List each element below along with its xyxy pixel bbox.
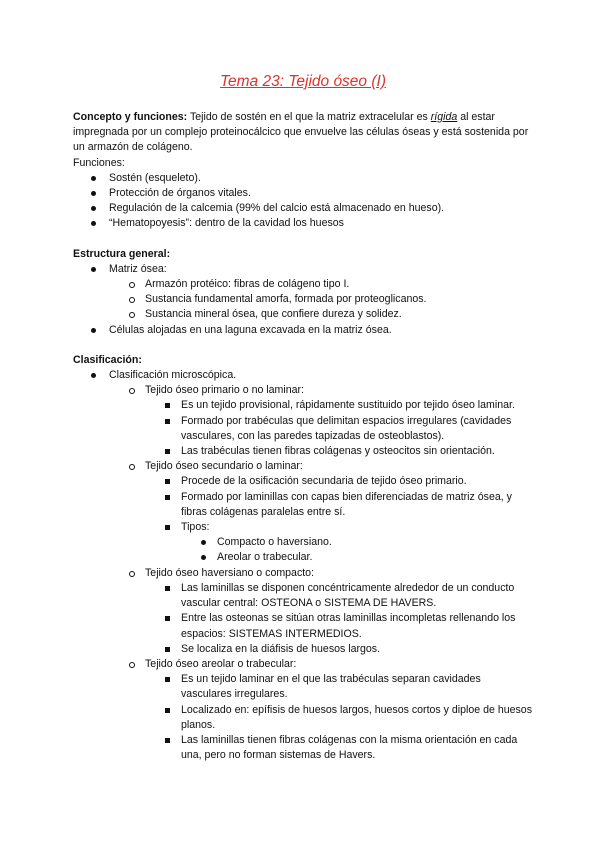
list-item: Localizado en: epífisis de huesos largos, huesos cortos y diploe de huesos planos. [73, 703, 533, 733]
list-item: Las laminillas tienen fibras colágenas con la misma orientación en cada una, pero no forman sistemas de Havers. [73, 733, 533, 763]
bullet-disc-icon [91, 176, 96, 181]
bullet-circle-icon [129, 464, 135, 470]
clasificacion-heading: Clasificación: [73, 353, 142, 366]
bullet-square-icon [165, 647, 170, 652]
concepto-text-after: al estar impregnada por un complejo proteinocálcico que envuelve las células óseas y está sostenida por un armazón de colágeno. [73, 111, 529, 154]
bullet-disc-icon [91, 191, 96, 196]
list-item: Clasificación microscópica. [73, 368, 533, 383]
list-item: Las laminillas se disponen concéntricamente alrededor de un conducto vascular central: OSTEONA o SISTEMA DE HAVERS. [73, 581, 533, 611]
list-item: Tipos: [73, 520, 533, 535]
funciones-label: Funciones: [73, 156, 125, 169]
list-item: Matriz ósea: [73, 262, 533, 277]
list-item: Regulación de la calcemia (99% del calcio está almacenado en hueso). [73, 201, 533, 216]
list-item: Compacto o haversiano. [73, 535, 533, 550]
estructura-list [73, 262, 533, 338]
list-item: Entre las osteonas se sitúan otras laminillas incompletas rellenando los espacios: SISTEMAS INTERMEDIOS. [73, 611, 533, 641]
list-item: Es un tejido laminar en el que las trabéculas separan cavidades vasculares irregulares. [73, 672, 533, 702]
bullet-square-icon [165, 495, 170, 500]
bullet-circle-icon [129, 312, 135, 318]
list-item: Armazón protéico: fibras de colágeno tipo I. [73, 277, 533, 292]
clasificacion-list [73, 368, 533, 763]
estructura-heading: Estructura general: [73, 247, 171, 260]
spacer [73, 232, 533, 247]
bullet-disc-icon [91, 373, 96, 378]
list-item: Se localiza en la diáfisis de huesos largos. [73, 642, 533, 657]
bullet-square-icon [165, 449, 170, 454]
list-item: Formado por trabéculas que delimitan espacios irregulares (cavidades vasculares, con las paredes tapizadas de osteoblastos). [73, 414, 533, 444]
bullet-square-icon [165, 525, 170, 530]
list-item: Formado por laminillas con capas bien diferenciadas de matriz ósea, y fibras colágenas paralelas entre sí. [73, 490, 533, 520]
bullet-square-icon [165, 616, 170, 621]
spacer [73, 338, 533, 353]
bullet-disc-icon [201, 555, 206, 560]
bullet-circle-icon [129, 282, 135, 288]
list-item: Es un tejido provisional, rápidamente sustituido por tejido óseo laminar. [73, 398, 533, 413]
bullet-disc-icon [201, 540, 206, 545]
bullet-square-icon [165, 586, 170, 591]
funciones-list [73, 171, 533, 232]
bullet-square-icon [165, 419, 170, 424]
list-item: Sustancia mineral ósea, que confiere dureza y solidez. [73, 307, 533, 322]
bullet-disc-icon [91, 206, 96, 211]
bullet-disc-icon [91, 267, 96, 272]
list-item: Tejido óseo secundario o laminar: [73, 459, 533, 474]
list-item: Células alojadas en una laguna excavada en la matriz ósea. [73, 323, 533, 338]
list-item: “Hematopoyesis”: dentro de la cavidad los huesos [73, 216, 533, 231]
bullet-square-icon [165, 738, 170, 743]
concepto-heading: Concepto y funciones: [73, 111, 188, 123]
list-item: Procede de la osificación secundaria de tejido óseo primario. [73, 474, 533, 489]
concepto-paragraph [73, 110, 533, 156]
concepto-text-before: Tejido de sostén en el que la matriz extracelular es [187, 111, 431, 123]
list-item: Las trabéculas tienen fibras colágenas y osteocitos sin orientación. [73, 444, 533, 459]
document-page [73, 72, 533, 763]
bullet-square-icon [165, 403, 170, 408]
bullet-square-icon [165, 677, 170, 682]
list-item: Protección de órganos vitales. [73, 186, 533, 201]
list-item: Sostén (esqueleto). [73, 171, 533, 186]
bullet-disc-icon [91, 221, 96, 226]
list-item: Sustancia fundamental amorfa, formada por proteoglicanos. [73, 292, 533, 307]
bullet-circle-icon [129, 571, 135, 577]
list-item: Areolar o trabecular. [73, 550, 533, 565]
bullet-square-icon [165, 708, 170, 713]
list-item: Tejido óseo haversiano o compacto: [73, 566, 533, 581]
bullet-square-icon [165, 479, 170, 484]
document-title: Tema 23: Tejido óseo (I) [219, 73, 386, 90]
list-item: Tejido óseo primario o no laminar: [73, 383, 533, 398]
bullet-circle-icon [129, 297, 135, 303]
bullet-circle-icon [129, 388, 135, 394]
bullet-circle-icon [129, 662, 135, 668]
concepto-emphasis: rígida [430, 111, 458, 123]
list-item: Tejido óseo areolar o trabecular: [73, 657, 533, 672]
bullet-disc-icon [91, 328, 96, 333]
